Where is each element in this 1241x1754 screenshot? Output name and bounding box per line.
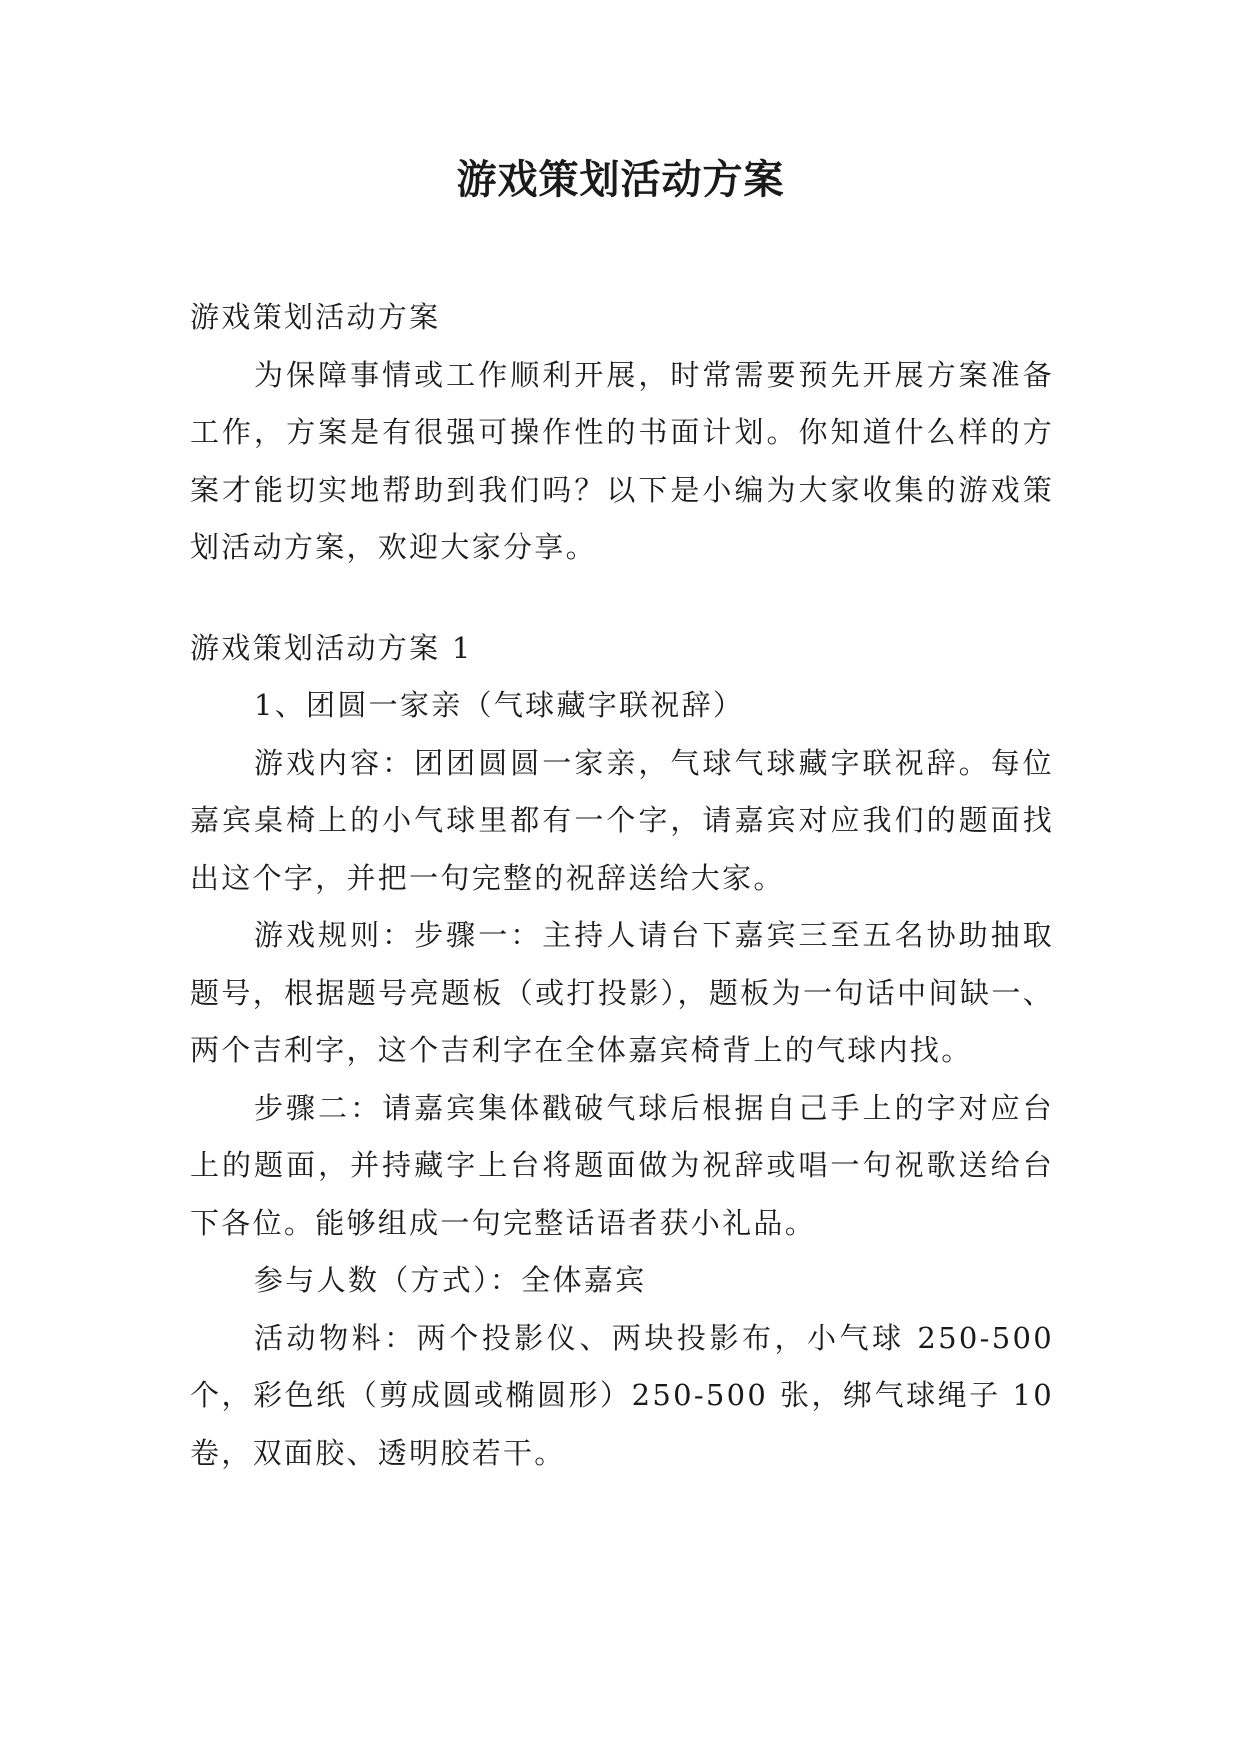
game-content-paragraph: 游戏内容：团团圆圆一家亲，气球气球藏字联祝辞。每位嘉宾桌椅上的小气球里都有一个字，请嘉宾对应我们的题面找出这个字，并把一句完整的祝辞送给大家。 bbox=[190, 745, 1054, 895]
game-rules-step1-paragraph: 游戏规则：步骤一：主持人请台下嘉宾三至五名协助抽取题号，根据题号亮题板（或打投影），题板为一句话中间缺一、两个吉利字，这个吉利字在全体嘉宾椅背上的气球内找。 bbox=[190, 918, 1054, 1067]
item-title-1: 1、团圆一家亲（气球藏字联祝辞） bbox=[254, 688, 745, 722]
intro-paragraph: 为保障事情或工作顺利开展，时常需要预先开展方案准备工作，方案是有很强可操作性的书面计划。你知道什么样的方案才能切实地帮助到我们吗？以下是小编为大家收集的游戏策划活动方案，欢迎大家分享。 bbox=[190, 357, 1054, 564]
document-body bbox=[190, 289, 1054, 1482]
section-heading-1: 游戏策划活动方案 1 bbox=[190, 630, 473, 665]
game-rules-step2-paragraph: 步骤二：请嘉宾集体戳破气球后根据自己手上的字对应台上的题面，并持藏字上台将题面做为祝辞或唱一句祝歌送给台下各位。能够组成一句完整话语者获小礼品。 bbox=[190, 1090, 1054, 1240]
materials-paragraph: 活动物料：两个投影仪、两块投影布，小气球 250-500 个，彩色纸（剪成圆或椭圆形）250-500 张，绑气球绳子 10 卷，双面胶、透明胶若干。 bbox=[190, 1320, 1054, 1470]
participants-paragraph: 参与人数（方式）：全体嘉宾 bbox=[254, 1263, 647, 1297]
document-title: 游戏策划活动方案 bbox=[456, 157, 785, 203]
intro-heading: 游戏策划活动方案 bbox=[190, 300, 441, 334]
